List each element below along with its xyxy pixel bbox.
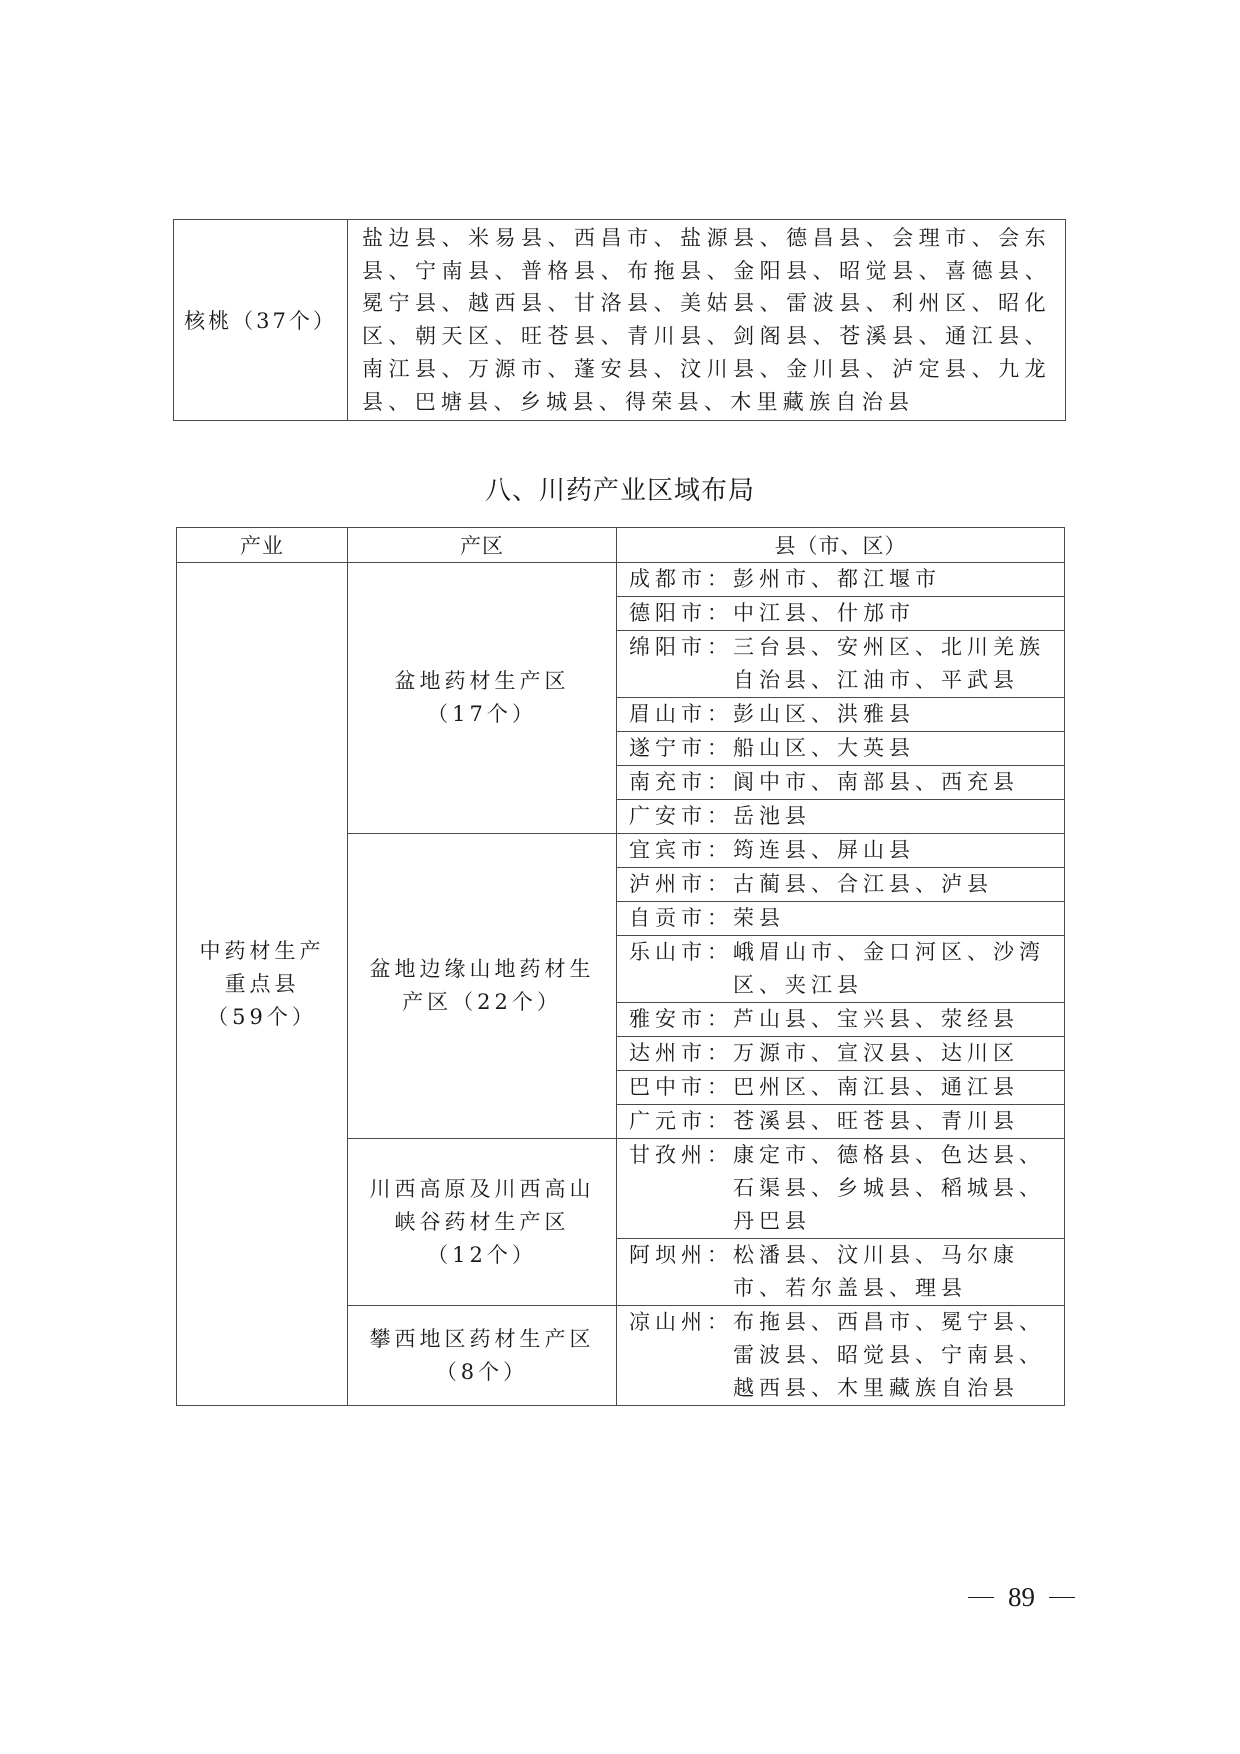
county-cell xyxy=(617,1306,1065,1406)
region-cell xyxy=(348,834,617,1139)
herb-layout-table xyxy=(176,527,1065,1406)
walnut-label: 核桃（37个） xyxy=(174,220,348,421)
county-list: 康定市、德格县、色达县、石渠县、乡城县、稻城县、丹巴县 xyxy=(733,1143,1045,1233)
city-name: 达州市： xyxy=(629,1041,733,1065)
dash-left xyxy=(968,1597,994,1599)
city-name: 凉山州： xyxy=(629,1310,733,1334)
city-name: 德阳市： xyxy=(629,601,733,625)
walnut-county-list: 盐边县、米易县、西昌市、盐源县、德昌县、会理市、会东县、宁南县、普格县、布拖县、金阳县、昭觉县、喜德县、冕宁县、越西县、甘洛县、美姑县、雷波县、利州区、昭化区、朝天区、旺苍县、青川县、剑阁县、苍溪县、通江县、南江县、万源市、蓬安县、汶川县、金川县、泸定县、九龙县、巴塘县、乡城县、得荣县、木里藏族自治县 xyxy=(348,220,1066,421)
city-name: 眉山市： xyxy=(629,702,733,726)
city-name: 广安市： xyxy=(629,804,733,828)
region-name-line: 峡谷药材生产区 xyxy=(394,1209,570,1234)
county-cell xyxy=(617,1139,1065,1239)
county-list: 荣县 xyxy=(733,906,785,930)
county-cell xyxy=(617,597,1065,631)
county-list: 古蔺县、合江县、泸县 xyxy=(733,872,993,896)
county-cell xyxy=(617,563,1065,597)
city-name: 成都市： xyxy=(629,567,733,591)
county-cell xyxy=(617,1239,1065,1306)
city-name: 阿坝州： xyxy=(629,1243,733,1267)
city-name: 遂宁市： xyxy=(629,736,733,760)
industry-cell xyxy=(177,563,348,1406)
industry-label-line: （59个） xyxy=(207,1004,317,1029)
table-body xyxy=(177,563,1065,1406)
region-name-line: 盆地边缘山地药材生 xyxy=(369,957,595,981)
county-cell xyxy=(617,800,1065,834)
region-cell xyxy=(348,563,617,834)
page-number-text: 89 xyxy=(1008,1582,1035,1612)
county-cell xyxy=(617,936,1065,1003)
county-list: 阆中市、南部县、西充县 xyxy=(733,770,1019,794)
county-list: 万源市、宣汉县、达川区 xyxy=(733,1041,1019,1065)
county-cell xyxy=(617,698,1065,732)
region-name-line: （8个） xyxy=(435,1359,529,1384)
county-cell xyxy=(617,1071,1065,1105)
county-cell xyxy=(617,834,1065,868)
county-list: 筠连县、屏山县 xyxy=(733,838,915,862)
region-cell xyxy=(348,1306,617,1406)
city-name: 绵阳市： xyxy=(629,635,733,659)
county-list: 岳池县 xyxy=(733,804,811,828)
section-title: 八、川药产业区域布局 xyxy=(484,476,755,506)
county-list: 巴州区、南江县、通江县 xyxy=(733,1075,1019,1099)
county-list: 船山区、大英县 xyxy=(733,736,915,760)
table-row xyxy=(174,220,1066,421)
region-name-line: （17个） xyxy=(427,702,537,726)
county-list: 芦山县、宝兴县、荥经县 xyxy=(733,1007,1019,1031)
city-name: 雅安市： xyxy=(629,1007,733,1031)
header-region: 产区 xyxy=(348,528,617,563)
county-list: 三台县、安州区、北川羌族自治县、江油市、平武县 xyxy=(733,635,1045,692)
region-name-line: 盆地药材生产区 xyxy=(394,669,570,693)
city-name: 巴中市： xyxy=(629,1075,733,1099)
county-cell xyxy=(617,766,1065,800)
header-industry: 产业 xyxy=(177,528,348,563)
industry-label-line: 中药材生产 xyxy=(199,938,325,963)
county-cell xyxy=(617,1105,1065,1139)
county-list: 中江县、什邡市 xyxy=(733,601,915,625)
region-name-line: 产区（22个） xyxy=(402,990,562,1014)
city-name: 广元市： xyxy=(629,1109,733,1133)
walnut-table xyxy=(173,219,1066,421)
industry-label-line: 重点县 xyxy=(224,971,300,996)
county-cell xyxy=(617,1003,1065,1037)
dash-right xyxy=(1049,1597,1075,1599)
header-county: 县（市、区） xyxy=(617,528,1065,563)
county-list: 彭州市、都江堰市 xyxy=(733,567,941,591)
county-list: 布拖县、西昌市、冕宁县、雷波县、昭觉县、宁南县、越西县、木里藏族自治县 xyxy=(733,1310,1045,1400)
city-name: 南充市： xyxy=(629,770,733,794)
county-list: 苍溪县、旺苍县、青川县 xyxy=(733,1109,1019,1133)
city-name: 乐山市： xyxy=(629,940,733,964)
table-header-row xyxy=(177,528,1065,563)
region-name-line: （12个） xyxy=(427,1242,537,1267)
county-list: 峨眉山市、金口河区、沙湾区、夹江县 xyxy=(733,940,1045,997)
county-cell xyxy=(617,732,1065,766)
county-list: 彭山区、洪雅县 xyxy=(733,702,915,726)
county-list: 松潘县、汶川县、马尔康市、若尔盖县、理县 xyxy=(733,1243,1019,1300)
county-cell xyxy=(617,1037,1065,1071)
city-name: 甘孜州： xyxy=(629,1143,733,1167)
county-cell xyxy=(617,631,1065,698)
region-name-line: 川西高原及川西高山 xyxy=(369,1176,595,1201)
city-name: 自贡市： xyxy=(629,906,733,930)
city-name: 泸州市： xyxy=(629,872,733,896)
table-row xyxy=(177,563,1065,597)
page-number xyxy=(968,1582,1075,1613)
county-cell xyxy=(617,868,1065,902)
region-name-line: 攀西地区药材生产区 xyxy=(369,1326,595,1351)
county-cell xyxy=(617,902,1065,936)
city-name: 宜宾市： xyxy=(629,838,733,862)
region-cell xyxy=(348,1139,617,1306)
